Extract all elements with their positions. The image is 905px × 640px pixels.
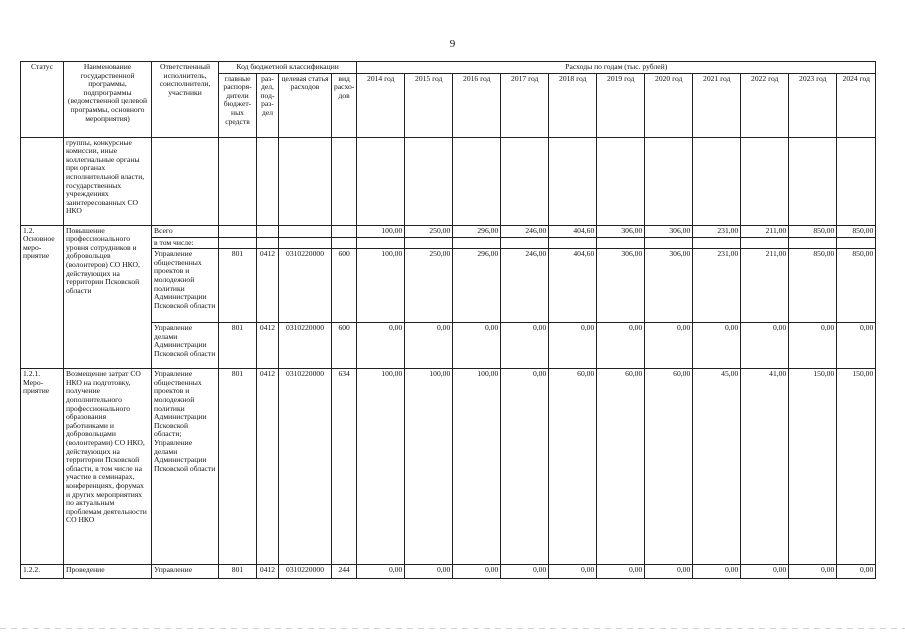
scan-artifact <box>0 628 905 629</box>
grbs-cell: 801 <box>219 323 257 369</box>
header-status: Статус <box>21 62 64 138</box>
value-cell: 0,00 <box>693 565 741 579</box>
type-cell: 244 <box>332 565 357 579</box>
value-cell: 150,00 <box>789 369 837 565</box>
header-row-1 <box>21 62 876 74</box>
value-cell: 0,00 <box>837 565 876 579</box>
article-cell: 0310220000 <box>279 565 332 579</box>
value-cell: 246,00 <box>501 225 549 237</box>
value-cell: 0,00 <box>453 323 501 369</box>
value-cell: 0,00 <box>597 565 645 579</box>
value-cell: 0,00 <box>357 323 405 369</box>
grbs-cell: 801 <box>219 249 257 323</box>
row-responsible: Управление общественных проектов и молодежной политики Администрации Псковской области; Управление делами Администрации Псковской области <box>152 369 219 565</box>
row-including-label: в том числе: <box>152 237 219 249</box>
value-cell: 150,00 <box>837 369 876 565</box>
value-cell: 306,00 <box>597 249 645 323</box>
header-section: раз-дел, под-раз-дел <box>257 73 279 137</box>
value-cell: 404,60 <box>549 225 597 237</box>
value-cell: 0,00 <box>789 565 837 579</box>
value-cell: 0,00 <box>837 323 876 369</box>
header-year: 2018 год <box>549 73 597 137</box>
row-name: Повышение профессионального уровня сотрудников и добровольцев (волонтеров) СО НКО, действующих на территории Псковской области <box>64 225 152 369</box>
header-year: 2019 год <box>597 73 645 137</box>
value-cell: 0,00 <box>357 565 405 579</box>
type-cell: 634 <box>332 369 357 565</box>
value-cell: 306,00 <box>645 225 693 237</box>
header-year: 2024 год <box>837 73 876 137</box>
section-cell: 0412 <box>257 323 279 369</box>
value-cell: 45,00 <box>693 369 741 565</box>
value-cell: 231,00 <box>693 249 741 323</box>
value-cell: 0,00 <box>741 565 789 579</box>
value-cell: 250,00 <box>405 249 453 323</box>
header-year: 2015 год <box>405 73 453 137</box>
value-cell: 0,00 <box>549 565 597 579</box>
value-cell: 41,00 <box>741 369 789 565</box>
header-year: 2014 год <box>357 73 405 137</box>
continuation-row <box>21 137 876 225</box>
value-cell: 306,00 <box>597 225 645 237</box>
type-cell: 600 <box>332 249 357 323</box>
header-year: 2021 год <box>693 73 741 137</box>
value-cell: 100,00 <box>405 369 453 565</box>
value-cell: 850,00 <box>789 249 837 323</box>
row-status: 1.2.1. Меро-приятие <box>21 369 64 565</box>
value-cell: 0,00 <box>645 565 693 579</box>
header-year: 2022 год <box>741 73 789 137</box>
value-cell: 850,00 <box>789 225 837 237</box>
value-cell: 0,00 <box>549 323 597 369</box>
article-cell: 0310220000 <box>279 369 332 565</box>
value-cell: 0,00 <box>789 323 837 369</box>
row-status: 1.2.2. <box>21 565 64 579</box>
row-responsible: Управление <box>152 565 219 579</box>
table-row <box>21 565 876 579</box>
value-cell: 100,00 <box>357 249 405 323</box>
value-cell: 231,00 <box>693 225 741 237</box>
value-cell: 0,00 <box>453 565 501 579</box>
row-status: 1.2. Основное меро-приятие <box>21 225 64 369</box>
value-cell: 850,00 <box>837 249 876 323</box>
continuation-text: группы, конкурсные комиссии, иные коллегиальные органы при органах исполнительной власти, государственных учреждениях заинтересованных СО НКО <box>64 137 152 225</box>
header-type: вид расхо-дов <box>332 73 357 137</box>
value-cell: 0,00 <box>501 369 549 565</box>
row-name: Проведение <box>64 565 152 579</box>
article-cell: 0310220000 <box>279 249 332 323</box>
value-cell: 0,00 <box>693 323 741 369</box>
header-responsible: Ответственный исполнитель, соисполнители, участники <box>152 62 219 138</box>
value-cell: 0,00 <box>405 565 453 579</box>
type-cell: 600 <box>332 323 357 369</box>
header-grbs: главные распоря-дители бюджет-ных средств <box>219 73 257 137</box>
section-cell: 0412 <box>257 369 279 565</box>
header-budget-code: Код бюджетной классификации <box>219 62 357 74</box>
value-cell: 296,00 <box>453 225 501 237</box>
header-name: Наименование государственной программы, подпрограммы (ведомственной целевой программы, основного мероприятия) <box>64 62 152 138</box>
header-expenses: Расходы по годам (тыс. рублей) <box>357 62 876 74</box>
value-cell: 60,00 <box>645 369 693 565</box>
value-cell: 0,00 <box>405 323 453 369</box>
value-cell: 0,00 <box>741 323 789 369</box>
value-cell: 60,00 <box>597 369 645 565</box>
value-cell: 0,00 <box>597 323 645 369</box>
value-cell: 306,00 <box>645 249 693 323</box>
row-name: Возмещение затрат СО НКО на подготовку, получение дополнительного профессионального образования работниками и добровольцами (волонтерами) СО НКО, действующих на территории Псковской области, в том числе на участие в семинарах, конференциях, форумах и других мероприятиях по актуальным проблемам деятельности СО НКО <box>64 369 152 565</box>
row-total-label: Всего <box>152 225 219 237</box>
value-cell: 211,00 <box>741 249 789 323</box>
value-cell: 100,00 <box>453 369 501 565</box>
value-cell: 0,00 <box>645 323 693 369</box>
row-responsible: Управление общественных проектов и молодежной политики Администрации Псковской области <box>152 249 219 323</box>
value-cell: 404,60 <box>549 249 597 323</box>
table-row <box>21 225 876 237</box>
value-cell: 0,00 <box>501 323 549 369</box>
header-article: целевая статья расходов <box>279 73 332 137</box>
value-cell: 250,00 <box>405 225 453 237</box>
value-cell: 246,00 <box>501 249 549 323</box>
header-year: 2020 год <box>645 73 693 137</box>
grbs-cell: 801 <box>219 369 257 565</box>
value-cell: 296,00 <box>453 249 501 323</box>
article-cell: 0310220000 <box>279 323 332 369</box>
grbs-cell: 801 <box>219 565 257 579</box>
header-year: 2016 год <box>453 73 501 137</box>
page-number: 9 <box>449 38 456 50</box>
value-cell: 100,00 <box>357 369 405 565</box>
value-cell: 850,00 <box>837 225 876 237</box>
row-responsible: Управление делами Администрации Псковской области <box>152 323 219 369</box>
value-cell: 0,00 <box>501 565 549 579</box>
header-year: 2017 год <box>501 73 549 137</box>
value-cell: 60,00 <box>549 369 597 565</box>
budget-table <box>20 61 876 579</box>
section-cell: 0412 <box>257 249 279 323</box>
value-cell: 211,00 <box>741 225 789 237</box>
value-cell: 100,00 <box>357 225 405 237</box>
table-row <box>21 369 876 565</box>
section-cell: 0412 <box>257 565 279 579</box>
header-year: 2023 год <box>789 73 837 137</box>
